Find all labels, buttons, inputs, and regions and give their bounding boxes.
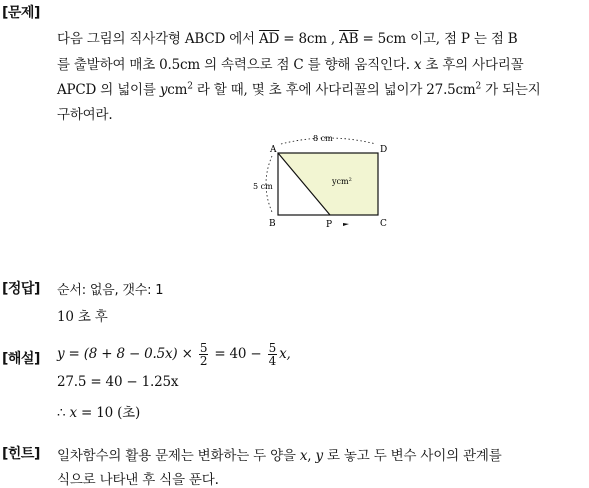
answer-line-1: 순서: 없음, 갯수: 1 bbox=[57, 283, 164, 298]
hint-line-2: 식으로 나타낸 후 식을 푼다. bbox=[57, 472, 219, 488]
fraction-five-quarters: $\frac{5}{4}$ bbox=[268, 341, 277, 368]
segment-ab: $\overline{AB}$ bbox=[339, 31, 359, 47]
answer-line-2: 10 초 후 bbox=[57, 309, 108, 325]
segment-ad: $\overline{AD}$ bbox=[258, 31, 280, 47]
top-length: 8 cm bbox=[313, 134, 333, 143]
label-c: C bbox=[380, 219, 387, 229]
label-b: B bbox=[269, 219, 276, 229]
answer-label: [정답] bbox=[2, 281, 40, 297]
fraction-five-halves: $\frac{5}{2}$ bbox=[199, 341, 208, 368]
hint-label: [힌트] bbox=[2, 446, 40, 462]
problem-line-2: 를 출발하여 매초 0.5cm 의 속력으로 점 C 를 향해 움직인다. x 초 후의 사다리꼴 bbox=[57, 57, 524, 73]
left-length: 5 cm bbox=[253, 182, 273, 191]
solution-line-3: ∴ x = 10 (초) bbox=[57, 405, 141, 421]
solution-label: [해설] bbox=[2, 351, 40, 367]
solution-line-1: y = (8 + 8 − 0.5x) × $\frac{5}{2}$ = 40 − $\frac{5}{4}$ x, bbox=[57, 341, 291, 368]
direction-arrow-icon bbox=[343, 223, 349, 226]
problem-label: [문제] bbox=[2, 5, 40, 21]
rectangle-figure bbox=[250, 134, 400, 234]
label-a: A bbox=[270, 145, 277, 155]
label-p: P bbox=[326, 220, 333, 230]
problem-line-4: 구하여라. bbox=[57, 107, 113, 123]
hint-line-1: 일차함수의 활용 문제는 변화하는 두 양을 x, y 로 놓고 두 변수 사이의 관계를 bbox=[57, 448, 502, 464]
solution-line-2: 27.5 = 40 − 1.25x bbox=[57, 374, 179, 390]
problem-line-1: 다음 그림의 직사각형 ABCD 에서 $\overline{AD} = 8cm$ , $\overline{AB} = 5cm$ 이고, 점 P 는 점 B bbox=[57, 31, 518, 47]
label-d: D bbox=[380, 145, 388, 155]
problem-line-3: APCD 의 넓이를 ycm$^2$ 라 할 때, 몇 초 후에 사다리꼴의 넓이가 $27.5cm^2$ 가 되는지 bbox=[57, 81, 541, 98]
area-label: ycm$^2$ bbox=[332, 177, 352, 186]
trapezoid-apcd bbox=[278, 153, 378, 215]
